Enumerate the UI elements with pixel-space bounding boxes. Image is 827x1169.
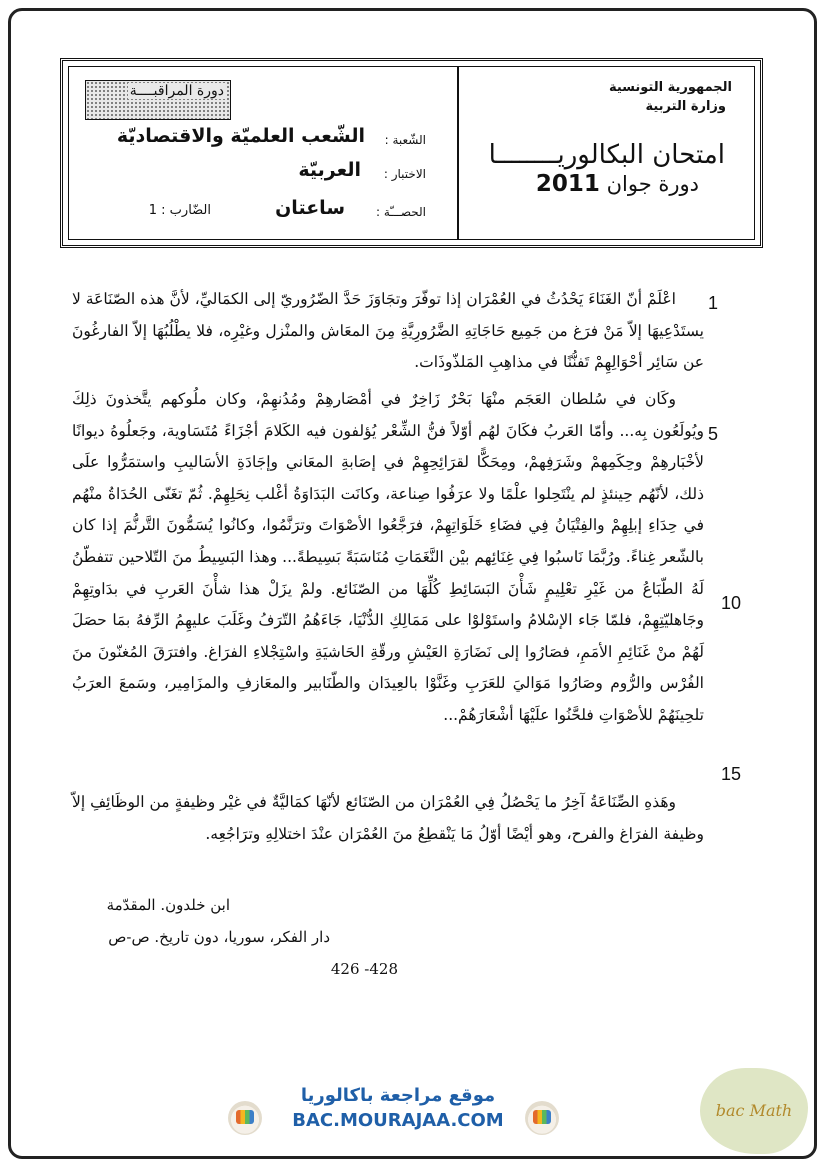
source-author: ابن خلدون. المقدّمة: [106, 896, 230, 914]
session-year: 2011: [535, 171, 600, 197]
site-logo-icon: [228, 1101, 262, 1135]
line-number: 10: [721, 593, 742, 613]
site-logo-icon: [525, 1101, 559, 1135]
branch-value: الشّعب العلميّة والاقتصاديّة: [116, 125, 365, 147]
duration-label: الحصـــّة :: [376, 205, 426, 219]
source-publisher: دار الفكر، سوريا، دون تاريخ. ص-ص: [108, 928, 330, 946]
exam-session: [536, 171, 699, 197]
line-number: 1: [708, 293, 719, 313]
coefficient: الضّارب : 1: [148, 203, 211, 218]
duration-value: ساعتان: [275, 197, 345, 219]
subject-value: العربيّة: [298, 159, 361, 181]
ministry-name: وزارة التربية: [645, 99, 726, 114]
header-divider: [457, 67, 459, 239]
source-pages: 426 -428: [330, 960, 398, 978]
session-label: دورة جوان: [606, 172, 699, 196]
line-number: 15: [721, 764, 742, 784]
exam-title: امتحان البكالوريــــــــا: [488, 140, 725, 170]
session-box: [85, 80, 231, 120]
bac-math-logo: bac Math: [700, 1068, 808, 1154]
line-number: 5: [708, 424, 719, 444]
paragraph-3: وهَذهِ الصِّنَاعَةُ آخِرُ ما يَحْصُلُ فِي العُمْرَان من الصّنَائع لأنّهَا كمَاليَّةٌ في غيْر وظيفةٍ من الوظَائِفِ إلاّ وظيفة الفرَاغ والفرح، وهو أيْضًا أوّلُ مَا يَنْقطِعُ منَ العُمْرَان عنْدَ اختلالِهِ وترَاجُعِه.: [72, 793, 704, 843]
country-name: الجمهورية التونسية: [608, 80, 732, 95]
site-name-arabic[interactable]: موقع مراجعة باكالوريا: [300, 1085, 496, 1106]
site-url[interactable]: BAC.MOURAJAA.COM: [292, 1110, 504, 1131]
subject-label: الاختبار :: [383, 167, 426, 181]
paragraph-2: وكَان في سُلطان العَجَم منْهَا بَحْرٌ زَاخِرٌ في أمْصَارهِمْ ومُدُنهِمْ، وكان ملُوكهم يتَّخذونَ ذلِكَ ويُولَعُون بِه... وأمّا العَربُ فكَانَ لهُم أوّلاً فنُّ الشِّعْر يُؤلفون فيه الكَلامَ أجْزَاءً مُتَسَاوية، وجَعلُوهُ ديوانًا لأخْبَارهِمْ وحِكَمِهمْ وشَرَفِهمْ، ومِحَكًّا لقرَائِحِهِمْ في إصَابةِ المعَاني وإجَادَةِ الأسَاليبِ واستمَرُّوا علَى ذلك، لأنّهُم حِينئذٍ لم ينْتَحِلوا علْمًا ولا عرَفُوا صِناعة، وكانَت البَدَاوَةُ أغْلب نِحَلِهِمْ. ثُمّ تغَنّى الحُدَاةُ منْهُم في حِدَاءِ إبلِهِمْ والفِتْيَانُ فِي فضَاءِ خَلَوَاتِهِمْ، فرَجَّعُوا الأصْوَاتَ وترَنَّمُوا، وكانُوا يُسَمُّونَ التَّرنُّمَ إذا كان بالشّعر غِناءً. ورُبَّمَا نَاسبُوا فِي غِنَائِهم بيْن النَّغَمَاتِ مُنَاسَبَةً بَسِيطةً... وهذا البَسِيطُ منَ التّلاحين تتفطّنُ لَهُ الطّبَاعُ من غَيْرِ تعْلِيمٍ شَأْنَ البَسَائِطِ كُلِّهَا من الصّنَائع. ولمْ يزَلْ هذا شأْنَ العَربِ في بدَاوتِهِمْ وجَاهليّتِهِمْ، فلمّا جَاء الإسْلامُ واستَوْلوْا على مَمَالِكِ الدُّنْيَا، جَاءَهُمُ التّرَفُ وغَلَبَ عليهِمُ الرِّفهُ بمَا حصَلَ لَهُمْ منْ غَنَائِمِ الأمَمِ، فصَارُوا إلى نَضَارَةِ العَيْشِ ورقّةِ الحَاشيَةِ واسْتِجْلاءِ الفرَاغ. وافترَقَ المُغنّونَ منَ الفُرْس والرُّوم وصَارُوا مَوَاليَ للعَرَبِ وغَنَّوْا بالعِيدَان والطّنَابير والمعَازفِ والمزَامِير، وسَمعَ العرَبُ تلحِينَهُمْ للأصْوَاتِ فلحَّنُوا علَيْهَا أشْعَارَهُمْ...: [72, 390, 704, 724]
footer-site[interactable]: [268, 1085, 528, 1131]
session-box-label: دورة المراقبــــة: [129, 83, 224, 99]
branch-label: الشّعبة :: [384, 133, 426, 147]
paragraph-1: اعْلَمْ أنّ الغَنَاءَ يَحْدُثُ في العُمْرَان إذا توفّرَ وتجَاوَزَ حَدَّ الضّرُوريّ إلى الكمَاليِّ، لأنَّ هذه الصّنَاعَة لا يستَدْعِيهَا إلاّ مَنْ فرَغ من جَمِيع حَاجَاتِهِ الضَّرُورِيَّةِ مِنَ المعَاش والمنْزل وغيْرِه، فلا يطْلُبُهَا إلاّ الفارغُونَ عن سَائِر أحْوَالِهِمْ تَفنُّنًا في مذاهِبِ المَلذّوذَات.: [72, 290, 704, 372]
